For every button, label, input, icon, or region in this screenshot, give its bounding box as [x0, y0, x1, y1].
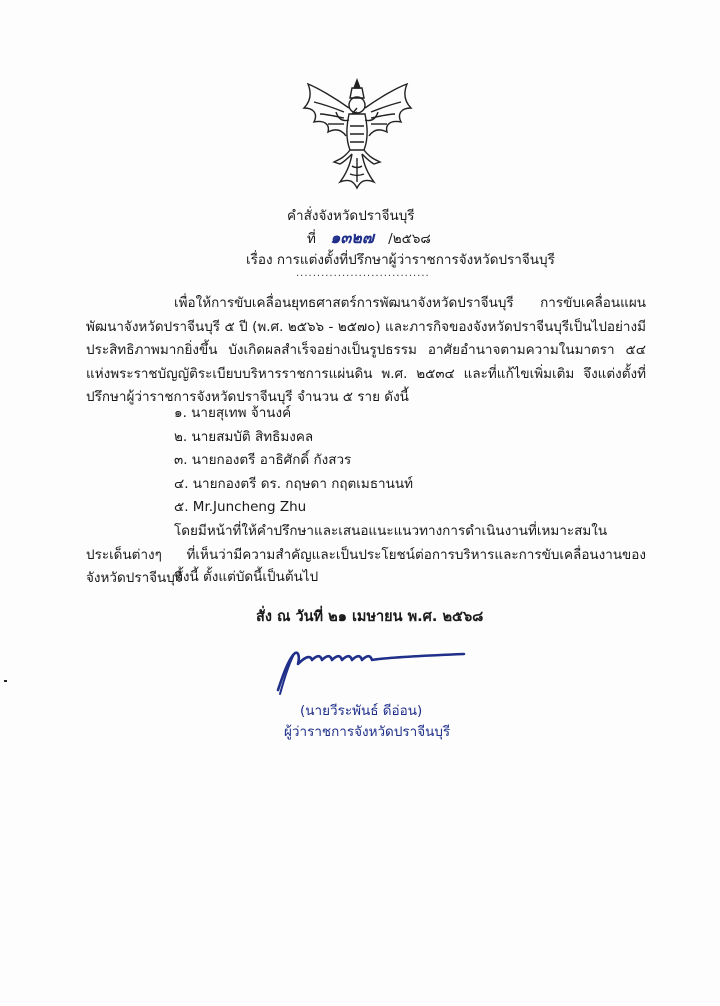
- list-item: ๓. นายกองตรี อาธิศักดิ์ กังสวร: [174, 452, 352, 469]
- advisor-list: [174, 402, 413, 520]
- body-paragraph-2: โดยมีหน้าที่ให้คำปรึกษาและเสนอแนะแนวทางการดำเนินงานที่เหมาะสมในประเด็นต่างๆ ที่เห็นว่ามีความสำคัญและเป็นประโยชน์ต่อการบริหารและการขับเคลื่อนงานของจังหวัดปราจีนบุรี: [86, 523, 646, 587]
- subject-line: เรื่อง การแต่งตั้งที่ปรึกษาผู้ว่าราชการจังหวัดปราจีนบุรี: [246, 252, 555, 268]
- list-item: ๔. นายกองตรี ดร. กฤษดา กฤตเมธานนท์: [174, 475, 413, 492]
- order-number-year: /๒๕๖๘: [388, 231, 431, 247]
- order-number-prefix: ที่: [307, 231, 316, 247]
- list-item: ๒. นายสมบัติ สิทธิมงคล: [174, 428, 314, 445]
- body-paragraph-3: ทั้งนี้ ตั้งแต่บัดนี้เป็นต้นไป: [174, 569, 319, 585]
- list-item: ๕. Mr.Juncheng Zhu: [174, 499, 307, 516]
- handwritten-signature: [264, 640, 474, 700]
- order-number-handwritten: ๑๓๒๗: [330, 228, 374, 247]
- list-item: ๑. นายสุเทพ จ้านงค์: [174, 405, 292, 421]
- signer-name: (นายวีระพันธ์ ดีอ่อน): [300, 703, 423, 719]
- given-date: สั่ง ณ วันที่ ๒๑ เมษายน พ.ศ. ๒๕๖๘: [256, 609, 484, 625]
- garuda-emblem-icon: [300, 78, 415, 190]
- signer-title: ผู้ว่าราชการจังหวัดปราจีนบุรี: [284, 724, 451, 740]
- order-title: คำสั่งจังหวัดปราจีนบุรี: [287, 208, 415, 224]
- body-paragraph-1: เพื่อให้การขับเคลื่อนยุทธศาสตร์การพัฒนาจังหวัดปราจีนบุรี การขับเคลื่อนแผนพัฒนาจังหวัดปราจีนบุรี ๕ ปี (พ.ศ. ๒๕๖๖ - ๒๕๗๐) และภารกิจของจังหวัดปราจีนบุรีเป็นไปอย่างมีประสิทธิภาพมากยิ่งขึ้น บังเกิดผลสำเร็จอย่างเป็นรูปธรรม อาศัยอำนาจตามความในมาตรา ๕๔ แห่งพระราชบัญญัติระเบียบบริหารราชการแผ่นดิน พ.ศ. ๒๕๓๔ และที่แก้ไขเพิ่มเติม จึงแต่งตั้งที่ปรึกษาผู้ว่าราชการจังหวัดปราจีนบุรี จำนวน ๕ ราย ดังนี้: [86, 295, 646, 406]
- scan-mark: [4, 680, 7, 682]
- subject-divider: ................................: [296, 268, 430, 279]
